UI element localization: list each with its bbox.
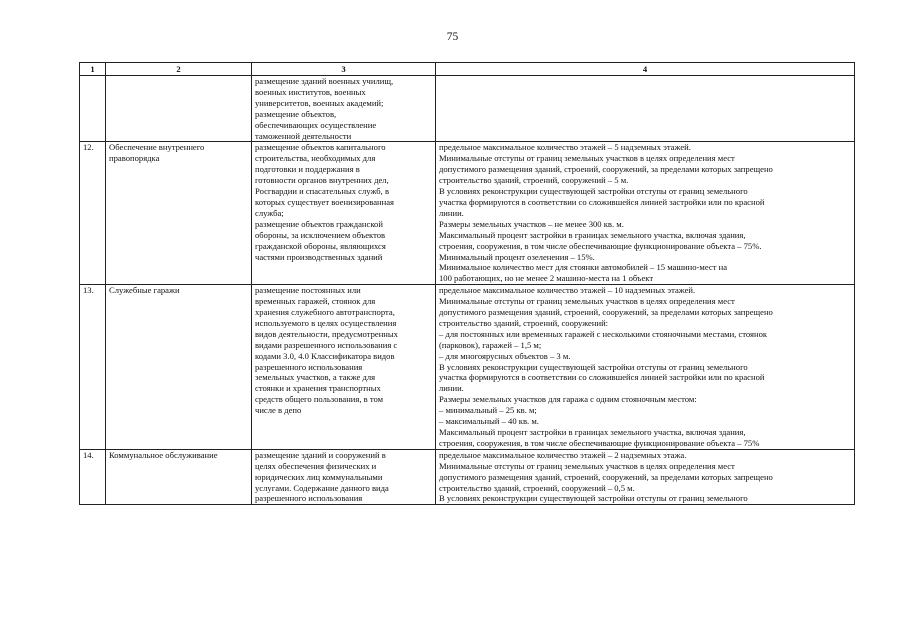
column-header-4: 4 — [436, 63, 855, 76]
cell-text-line: Служебные гаражи — [109, 285, 180, 296]
cell-text-line: хранения служебного автотранспорта, — [255, 307, 395, 318]
cell-text-line: стоянки и хранения транспортных — [255, 383, 381, 394]
cell-text-line: Размеры земельных участков для гаража с одним стояночным местом: — [439, 394, 697, 405]
cell-text-line: числе в депо — [255, 405, 302, 416]
cell-text-line: таможенной деятельности — [255, 130, 352, 141]
building-parameters-cell — [436, 285, 855, 450]
cell-text-line: допустимого размещения зданий, строений, сооружений, за пределами которых запрещено — [439, 164, 773, 175]
cell-text-line: видов деятельности, предусмотренных — [255, 328, 398, 339]
cell-text-line: предельное максимальное количество этажей – 2 надземных этажа. — [439, 449, 687, 460]
cell-text-line: целях обеспечения физических и — [255, 460, 377, 471]
cell-text-line: предельное максимальное количество этажей – 5 надземных этажей. — [439, 142, 691, 153]
cell-text-line: Максимальный процент застройки в границах земельного участка, включая здания, — [439, 229, 746, 240]
land-use-description-cell — [252, 449, 436, 505]
cell-text-line: – для многоярусных объектов – 3 м. — [439, 350, 571, 361]
row-number-cell — [80, 449, 106, 505]
cell-text-line: – максимальный – 40 кв. м. — [439, 416, 539, 427]
cell-text-line: размещение объектов гражданской — [255, 218, 383, 229]
building-parameters-cell — [436, 449, 855, 505]
cell-text-line: Размеры земельных участков – не менее 300 кв. м. — [439, 218, 624, 229]
cell-text-line: размещение объектов, — [255, 108, 337, 119]
land-use-type-cell — [106, 76, 252, 142]
land-use-description-cell — [252, 76, 436, 142]
cell-text-line: строительства, необходимых для — [255, 153, 376, 164]
cell-text-line: строения, сооружения, в том числе обеспечивающие функционирование объекта – 75%. — [439, 240, 762, 251]
cell-text-line: частями производственных зданий — [255, 251, 383, 262]
table-row — [80, 285, 855, 450]
cell-text-line: служба; — [255, 207, 284, 218]
building-parameters-cell — [436, 142, 855, 285]
cell-text-line: Коммунальное обслуживание — [109, 449, 218, 460]
cell-text-line: юридических лиц коммунальными — [255, 471, 383, 482]
cell-text-line: предельное максимальное количество этажей – 10 надземных этажей. — [439, 285, 696, 296]
land-use-type-cell — [106, 449, 252, 505]
cell-text-line: обороны, за исключением объектов — [255, 229, 386, 240]
cell-text-line: разрешенного использования — [255, 493, 363, 504]
row-number-text: 12. — [83, 142, 94, 153]
row-number-text: 13. — [83, 285, 94, 296]
cell-text-line: Минимальное количество мест для стоянки автомобилей – 15 машино-мест на — [439, 262, 728, 273]
cell-text-line: средств общего пользования, в том — [255, 394, 384, 405]
cell-text-line: подготовки и поддержания в — [255, 164, 360, 175]
cell-text-line: (парковок), гаражей – 1,5 м; — [439, 339, 542, 350]
cell-text-line: строения, сооружения, в том числе обеспечивающие функционирование объекта – 75% — [439, 437, 760, 448]
cell-text-line: линии. — [439, 207, 464, 218]
cell-text-line: строительство зданий, строений, сооружений: — [439, 317, 609, 328]
cell-text-line: кодами 3.0, 4.0 Классификатора видов — [255, 350, 395, 361]
row-number-cell — [80, 285, 106, 450]
table-row — [80, 76, 855, 142]
land-use-type-cell — [106, 285, 252, 450]
table-row — [80, 142, 855, 285]
cell-text-line: размещение зданий и сооружений в — [255, 449, 386, 460]
cell-text-line: Обеспечение внутреннего — [109, 142, 205, 153]
row-number-text: 14. — [83, 449, 94, 460]
cell-text-line: строительство зданий, строений, сооружений – 5 м. — [439, 175, 629, 186]
cell-text-line: В условиях реконструкции существующей застройки отступы от границ земельного — [439, 361, 748, 372]
cell-text-line: допустимого размещения зданий, строений, сооружений, за пределами которых запрещено — [439, 471, 773, 482]
cell-text-line: размещение объектов капитального — [255, 142, 386, 153]
cell-text-line: допустимого размещения зданий, строений, сооружений, за пределами которых запрещено — [439, 307, 773, 318]
page-number: 75 — [446, 31, 459, 43]
land-use-type-cell — [106, 142, 252, 285]
cell-text-line: Минимальные отступы от границ земельных участков в целях определения мест — [439, 153, 735, 164]
cell-text-line: услугами. Содержание данного вида — [255, 482, 389, 493]
cell-text-line: размещение зданий военных училищ, — [255, 76, 394, 86]
cell-text-line: видами разрешенного использования с — [255, 339, 398, 350]
row-number-cell — [80, 76, 106, 142]
column-header-2: 2 — [106, 63, 252, 76]
row-number-cell — [80, 142, 106, 285]
cell-text-line: – для постоянных или временных гаражей с несколькими стояночными местами, стоянок — [439, 328, 768, 339]
cell-text-line: 100 работающих, но не менее 2 машино-места на 1 объект — [439, 273, 654, 284]
cell-text-line: участка формируются в соответствии со сложившейся линией застройки или по красной — [439, 196, 765, 207]
table-row — [80, 449, 855, 505]
cell-text-line: Минимальные отступы от границ земельных участков в целях определения мест — [439, 460, 735, 471]
table-body — [80, 76, 855, 505]
cell-text-line: которых существует военизированная — [255, 196, 394, 207]
cell-text-line: линии. — [439, 383, 464, 394]
column-header-1: 1 — [80, 63, 106, 76]
cell-text-line: Максимальный процент застройки в границах земельного участка, включая здания, — [439, 427, 746, 437]
column-header-3: 3 — [252, 63, 436, 76]
land-use-regulations-table — [79, 62, 855, 505]
cell-text-line: разрешенного использования — [255, 361, 363, 372]
cell-text-line: В условиях реконструкции существующей застройки отступы от границ земельного — [439, 493, 748, 504]
cell-text-line: Минимальные отступы от границ земельных участков в целях определения мест — [439, 296, 735, 307]
cell-text-line: правопорядка — [109, 153, 160, 164]
cell-text-line: – минимальный – 25 кв. м; — [439, 405, 537, 416]
cell-text-line: Минимальный процент озеленения – 15%. — [439, 251, 595, 262]
land-use-description-cell — [252, 285, 436, 450]
cell-text-line: готовности органов внутренних дел, — [255, 175, 389, 186]
column-number-header-row — [80, 63, 855, 76]
cell-text-line: размещение постоянных или — [255, 285, 361, 296]
cell-text-line: используемого в целях осуществления — [255, 317, 397, 328]
cell-text-line: университетов, военных академий; — [255, 97, 384, 108]
cell-text-line: гражданской обороны, являющихся — [255, 240, 386, 251]
land-use-description-cell — [252, 142, 436, 285]
cell-text-line: Росгвардии и спасательных служб, в — [255, 186, 389, 197]
cell-text-line: военных институтов, военных — [255, 86, 366, 97]
cell-text-line: участка формируются в соответствии со сложившейся линией застройки или по красной — [439, 372, 765, 383]
cell-text-line: обеспечивающих осуществление — [255, 119, 377, 130]
building-parameters-cell — [436, 76, 855, 142]
cell-text-line: временных гаражей, стоянок для — [255, 296, 376, 307]
cell-text-line: строительство зданий, строений, сооружений – 0,5 м. — [439, 482, 635, 493]
cell-text-line: земельных участков, а также для — [255, 372, 376, 383]
cell-text-line: В условиях реконструкции существующей застройки отступы от границ земельного — [439, 186, 748, 197]
